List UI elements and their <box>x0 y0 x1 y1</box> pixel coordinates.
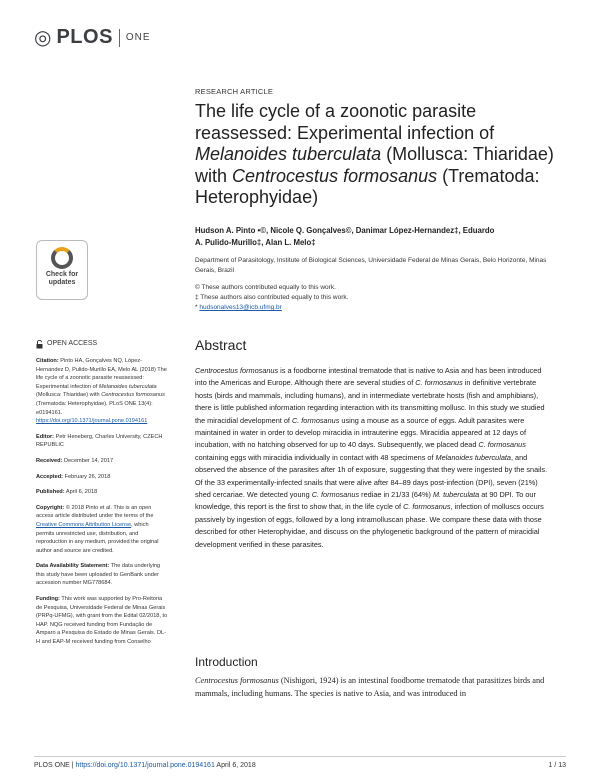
article-type-label: RESEARCH ARTICLE <box>195 87 274 96</box>
check-updates-icon <box>51 247 73 269</box>
introduction-text: Centrocestus formosanus (Nishigori, 1924) is an intestinal foodborne trematode that parasitizes birds and mammals, including humans. The species is native to Asia, and was introduced in <box>195 676 545 698</box>
check-updates-line-1: Check for <box>45 271 79 278</box>
accepted-block: Accepted: February 26, 2018 <box>36 473 111 480</box>
footer-doi-link[interactable]: https://doi.org/10.1371/journal.pone.0194161 <box>75 762 215 769</box>
journal-logo[interactable] <box>34 26 151 49</box>
journal-name: ONE <box>125 32 151 43</box>
corresponding-email-link[interactable]: hudsonalves13@icb.ufmg.br <box>199 304 282 311</box>
article-sidebar <box>36 340 168 654</box>
editor-block: Editor: Petr Heneberg, Charles University, CZECH REPUBLIC <box>36 433 163 449</box>
note-also-contributed: ‡ These authors also contributed equally to this work. <box>195 294 349 301</box>
open-lock-icon <box>36 340 43 349</box>
check-updates-line-2: updates <box>48 279 76 286</box>
funding-block: Funding: This work was supported by Pro-Reitoria de Pesquisa, Universidade Federal de Minas Gerais (PRPq-UFMG), with grant from the Edital 02/2018, to HAP. NQG received funding from Fundação de Amparo a Pesquisa do Estado de Minas Gerais. DL-H and EAP-M received funding from Conselho <box>36 596 168 646</box>
note-equal-contribution: © These authors contributed equally to this work. <box>195 284 336 291</box>
received-block: Received: December 14, 2017 <box>36 457 114 464</box>
title-species-1: Melanoides tuberculata <box>195 144 382 164</box>
abstract-heading: Abstract <box>195 337 247 353</box>
title-species-2: Centrocestus formosanus <box>232 165 438 186</box>
citation-block: Citation: Pinto HA, Gonçalves NQ, López-Hernandez D, Pulido-Murillo EA, Melo AL (2018) The life cycle of a zoonotic parasite reassessed: Experimental infection of Melanoides tuberculata (Mollusca: Thiaridae) with Centrocestus formosanus (Trematoda: Heterophyidae). PLoS ONE 13(4): e0194161. https://doi.org/10.1371/journal.pone.0194161 <box>36 358 167 425</box>
affiliation: Department of Parasitology, Institute of Biological Sciences, Universidade Federal de Minas Gerais, Belo Horizonte, Minas Gerais, Brazil <box>195 257 547 274</box>
article-title: The life cycle of a zoonotic parasite reassessed: Experimental infection of Melanoides tuberculata (Mollusca: Thiaridae) with Centrocestus formosanus (Trematoda: Heterophyidae) <box>195 101 554 207</box>
note-email: * hudsonalves13@icb.ufmg.br <box>195 304 282 311</box>
logo-divider <box>119 29 120 47</box>
plos-wordmark: PLOS <box>56 26 113 48</box>
abstract-text: Centrocestus formosanus is a foodborne intestinal trematode that is native to Asia and has been introduced into the Americas and Europe. Although there are several studies of C. formosanus in definitive vertebrate hosts (birds and mammals, including humans), and in intermediate vertebrate hosts (fish and amphibians), there is little published information regarding interaction with its transmitting mollusc. In this study we studied the miracidial development of C. formosanus using a mouse as a source of eggs. Adult parasites were maintained in water in order to develop miracidia in intrauterine eggs. Miracidia appeared at 12 days of incubation, with no hatching observed for up to 40 days. Subsequently, we placed dead C. formosanus containing eggs with miracidia individually in contact with 48 specimens of Melanoides tuberculata, and observed the absence of the parasites after 1h of exposure, suggesting that they were ingested by the snails. Of the 33 experimentally-infected snails that were alive after 84–89 days post-infection (DPI), seven (21%) shed cercariae. We detected young C. formosanus rediae in 21/33 (64%) M. tuberculata at 90 DPI. To our knowledge, this report is the first to show that, in the life cycle of C. formosanus, infection of molluscs occurs passively by ingestion of eggs, followed by a long intramolluscan phase. We compare these data with those described for other Heterophyidae, and discuss on the phylogenetic background of the pattern of miracidial development verified in these parasites. <box>195 366 548 549</box>
data-availability-block: Data Availability Statement: The data underlying this study have been uploaded to GenBank under accession number MG778684. <box>36 563 161 587</box>
footer-divider <box>34 756 566 757</box>
plos-logo-icon: ◎ <box>34 26 53 49</box>
author-list <box>195 225 550 249</box>
open-access-badge <box>36 340 168 349</box>
authors-line-1: Hudson A. Pinto •©, Nicole Q. Gonçalves©, Danimar López-Hernandez‡, Eduardo <box>195 226 495 235</box>
license-link[interactable]: Creative Commons Attribution License <box>36 521 132 528</box>
citation-doi-link[interactable]: https://doi.org/10.1371/journal.pone.0194161 <box>36 418 148 425</box>
check-for-updates-badge[interactable] <box>36 240 88 300</box>
published-block: Published: April 6, 2018 <box>36 489 98 496</box>
footer-citation: PLOS ONE | https://doi.org/10.1371/journal.pone.0194161 April 6, 2018 <box>34 762 256 769</box>
page-number: 1 / 13 <box>548 762 566 769</box>
authors-line-2: A. Pulido-Murillo‡, Alan L. Melo‡ <box>195 238 316 247</box>
open-access-label: OPEN ACCESS <box>47 340 98 348</box>
copyright-block: Copyright: © 2018 Pinto et al. This is an open access article distributed under the terms of the Creative Commons Attribution License, which permits unrestricted use, distribution, and reproduction in any medium, provided the original author and source are credited. <box>36 504 159 554</box>
introduction-heading: Introduction <box>195 655 258 669</box>
author-notes <box>195 283 560 313</box>
page-footer <box>34 762 566 769</box>
